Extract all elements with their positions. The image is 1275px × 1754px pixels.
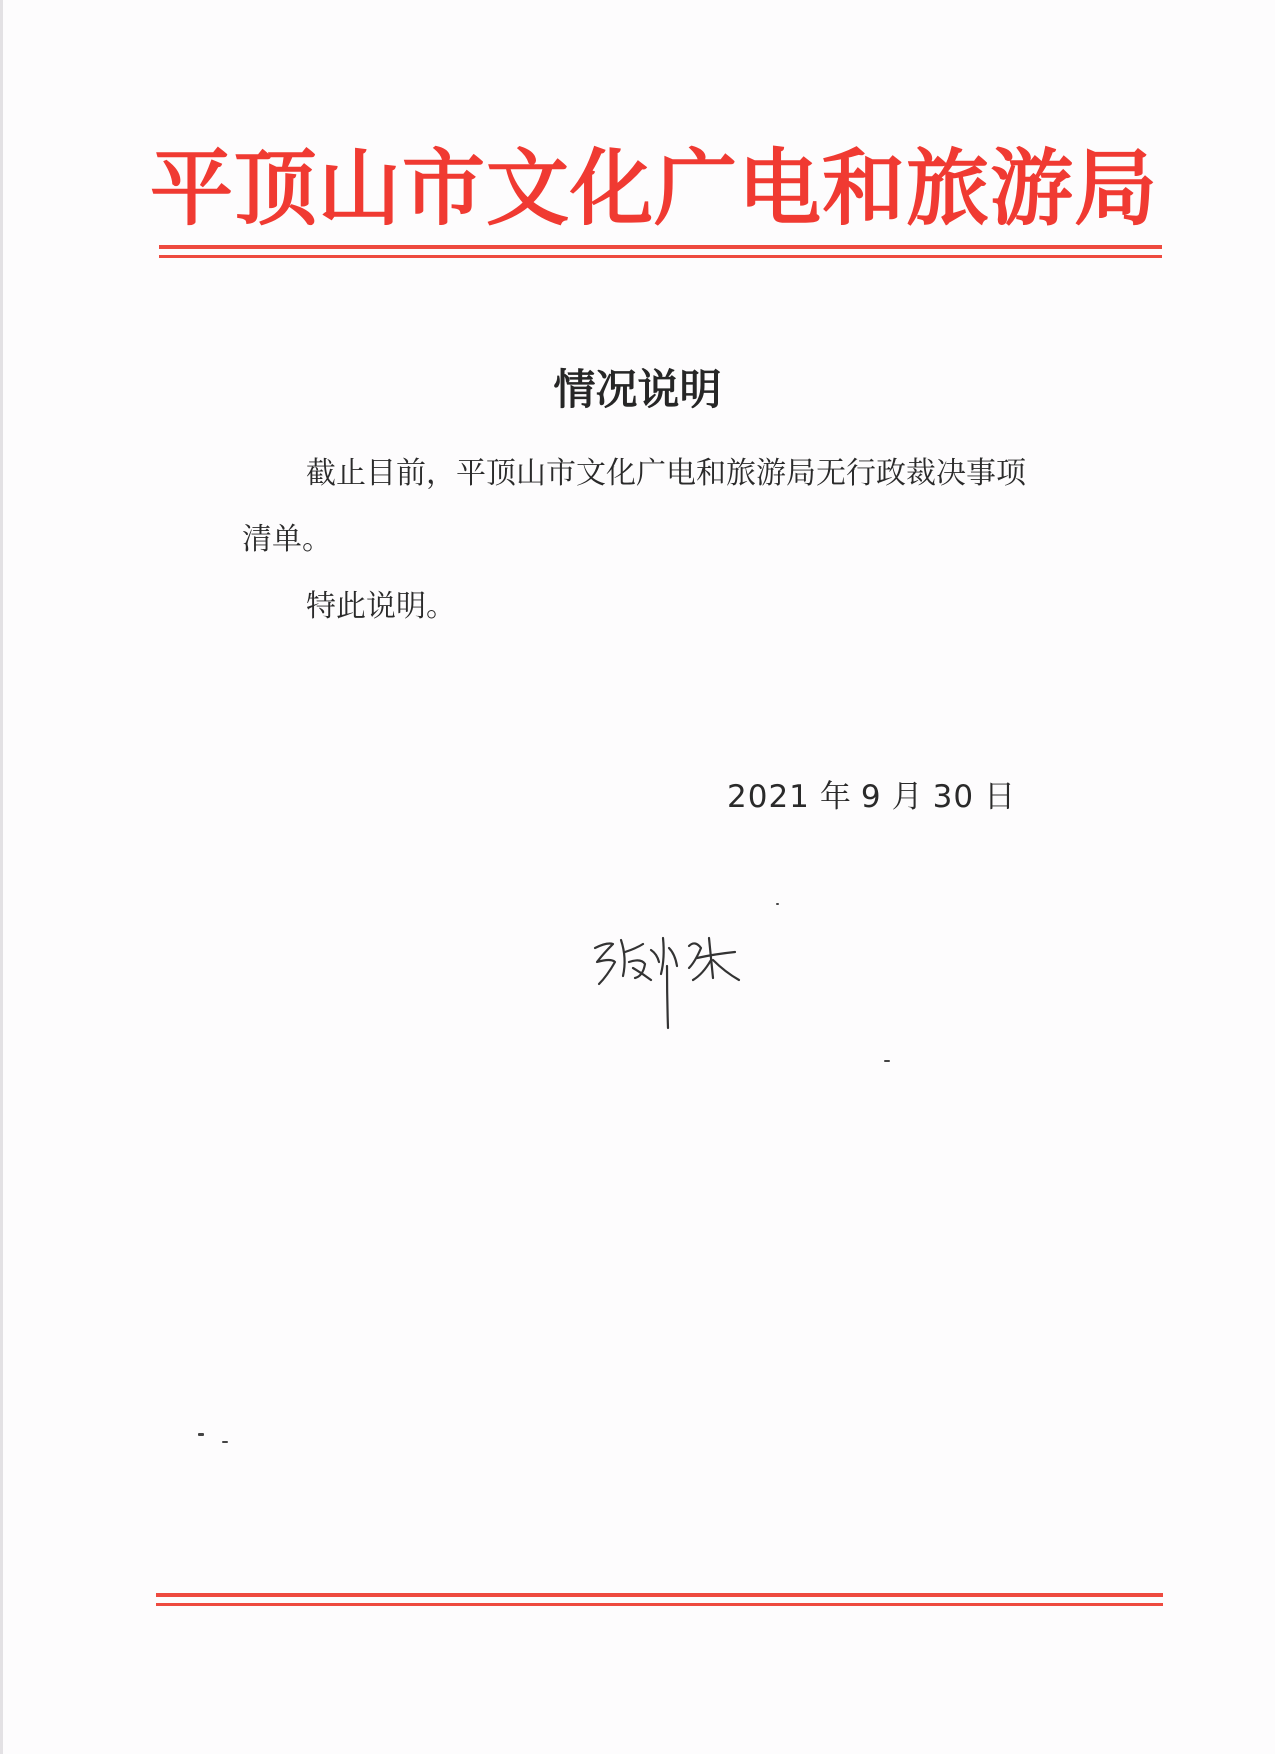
letterhead-top-rule — [159, 245, 1162, 249]
scan-speck — [884, 1060, 890, 1062]
body-paragraph-line-2: 清单。 — [242, 522, 332, 557]
footer-top-rule — [156, 1593, 1163, 1597]
body-paragraph-line-1: 截止目前，平顶山市文化广电和旅游局无行政裁决事项 — [306, 456, 1026, 491]
letterhead-agency-name: 平顶山市文化广电和旅游局 — [150, 139, 1158, 237]
date-day: 30 — [932, 779, 975, 815]
date-year-unit: 年 — [819, 779, 851, 815]
document-date — [727, 776, 1015, 818]
handwritten-signature — [585, 918, 760, 1033]
footer-bottom-rule — [156, 1603, 1163, 1606]
letterhead-bottom-rule — [159, 255, 1162, 258]
closing-line: 特此说明。 — [306, 589, 456, 624]
scan-speck — [222, 1441, 228, 1443]
date-day-unit: 日 — [984, 779, 1016, 815]
date-month-unit: 月 — [891, 779, 923, 815]
scan-speck — [198, 1433, 204, 1436]
date-year: 2021 — [727, 779, 810, 815]
date-month: 9 — [860, 779, 882, 815]
scan-speck — [776, 903, 779, 905]
document-title: 情况说明 — [553, 365, 722, 414]
scan-edge-shadow — [0, 0, 3, 1754]
